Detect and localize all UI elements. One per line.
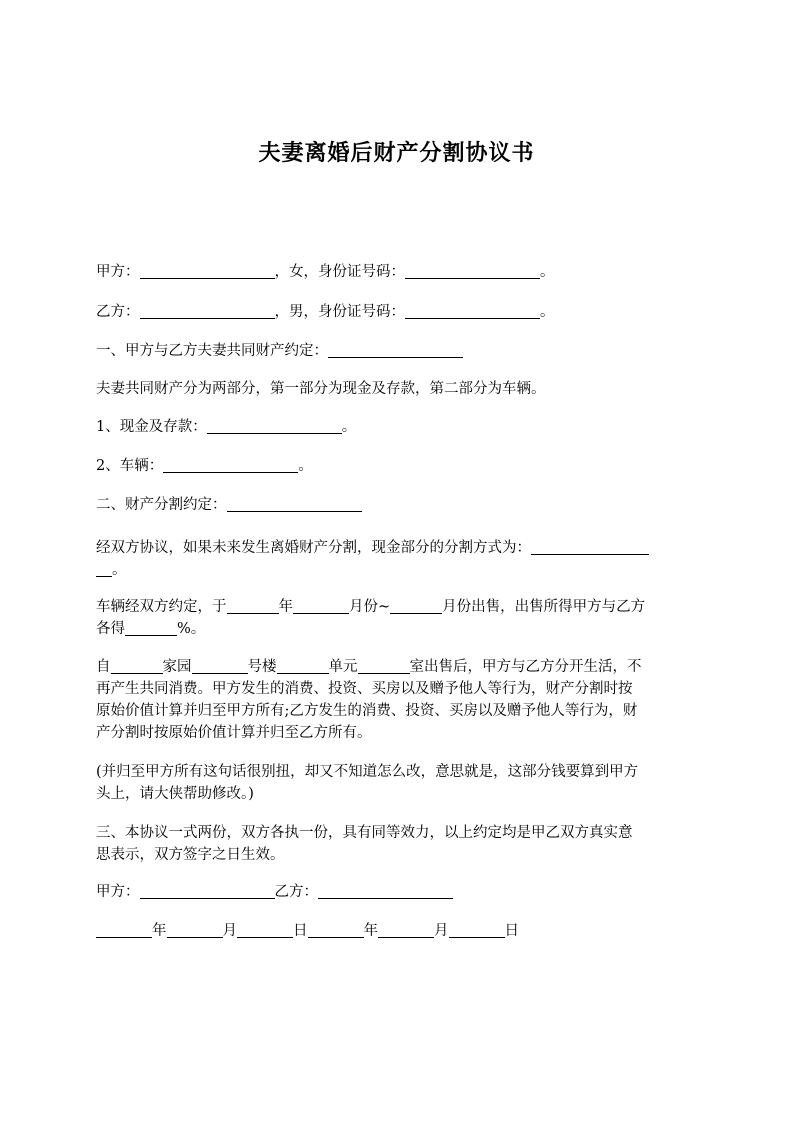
car-share-line bbox=[96, 618, 702, 640]
item-1-blank bbox=[207, 418, 342, 434]
cash-split-text: 经双方协议，如果未来发生离婚财产分割，现金部分的分割方式为： bbox=[96, 540, 531, 556]
date-b-year-blank bbox=[308, 922, 364, 938]
house-building-blank bbox=[192, 658, 248, 674]
car-share-percent: %。 bbox=[177, 621, 206, 637]
party-a-id-blank bbox=[405, 263, 540, 279]
house-unit-label: 单元 bbox=[328, 659, 358, 675]
date-b-day-blank bbox=[449, 922, 505, 938]
cash-split-blank bbox=[531, 539, 649, 555]
signature-a-label: 甲方： bbox=[96, 884, 140, 900]
date-b-month-label: 月 bbox=[434, 923, 449, 939]
house-line-2: 再产生共同消费。甲方发生的消费、投资、买房以及赠予他人等行为，财产分割时按 bbox=[96, 681, 633, 697]
cash-split-line bbox=[96, 537, 702, 559]
car-sale-line bbox=[96, 596, 702, 618]
party-b-end: 。 bbox=[540, 304, 555, 320]
section-3-line-1: 三、本协议一式两份，双方各执一份，具有同等效力，以上约定均是甲乙双方真实意 bbox=[96, 825, 633, 841]
section-1-intro: 夫妻共同财产分为两部分，第一部分为现金及存款，第二部分为车辆。 bbox=[96, 381, 546, 397]
car-year-label: 年 bbox=[278, 599, 293, 615]
house-from: 自 bbox=[96, 659, 111, 675]
item-2-end: 。 bbox=[298, 458, 313, 474]
house-line-3: 原始价值计算并归至甲方所有;乙方发生的消费、投资、买房以及赠予他人等行为，财 bbox=[96, 703, 638, 719]
item-1-end: 。 bbox=[341, 419, 357, 435]
party-b-label: 乙方： bbox=[96, 304, 140, 320]
cash-split-line-2 bbox=[96, 559, 702, 581]
date-line bbox=[96, 920, 702, 942]
party-b-gender: ，男，身份证号码： bbox=[274, 304, 405, 320]
date-b-month-blank bbox=[378, 922, 434, 938]
date-a-year-blank bbox=[96, 922, 152, 938]
party-a-line bbox=[96, 261, 702, 283]
car-month-from-blank bbox=[293, 598, 349, 614]
house-garden-blank bbox=[111, 658, 163, 674]
house-building-label: 号楼 bbox=[247, 659, 277, 675]
section-1-heading-line bbox=[96, 340, 702, 362]
party-b-name-blank bbox=[140, 303, 275, 319]
date-b-day-label: 日 bbox=[504, 923, 519, 939]
car-month-label: 月份~ bbox=[349, 599, 391, 615]
signature-line bbox=[96, 881, 702, 903]
signature-b-blank bbox=[318, 883, 453, 899]
section-2-blank bbox=[227, 496, 362, 512]
date-a-day-blank bbox=[237, 922, 293, 938]
house-garden-label: 家园 bbox=[162, 659, 192, 675]
car-month-to-blank bbox=[390, 598, 442, 614]
note-line-1: (并归至甲方所有这句话很别扭，却又不知道怎么改，意思就是，这部分钱要算到甲方 bbox=[96, 764, 639, 780]
note-line-2: 头上，请大侠帮助修改。) bbox=[96, 786, 254, 802]
car-sale-text: 车辆经双方约定，于 bbox=[96, 599, 227, 615]
date-a-month-label: 月 bbox=[222, 923, 237, 939]
house-unit-blank bbox=[277, 658, 329, 674]
signature-a-blank bbox=[140, 883, 275, 899]
item-2-line bbox=[96, 455, 702, 477]
date-b-year-label: 年 bbox=[363, 923, 378, 939]
house-room-blank bbox=[358, 658, 410, 674]
house-line-1 bbox=[96, 656, 702, 678]
document-title: 夫妻离婚后财产分割协议书 bbox=[258, 141, 535, 166]
car-sale-rest: 月份出售，出售所得甲方与乙方 bbox=[442, 599, 646, 615]
cash-split-end: 。 bbox=[112, 562, 127, 578]
date-a-day-label: 日 bbox=[293, 923, 308, 939]
car-share-label: 各得 bbox=[96, 621, 125, 637]
item-1-line bbox=[96, 416, 702, 438]
signature-b-label: 乙方： bbox=[274, 884, 318, 900]
party-b-id-blank bbox=[405, 303, 540, 319]
house-line-4: 产分割时按原始价值计算并归至乙方所有。 bbox=[96, 725, 372, 741]
party-a-label: 甲方： bbox=[96, 264, 140, 280]
section-2-heading: 二、财产分割约定： bbox=[96, 497, 227, 513]
party-a-gender: ，女，身份证号码： bbox=[274, 264, 405, 280]
section-1-heading: 一、甲方与乙方夫妻共同财产约定： bbox=[96, 343, 328, 359]
party-a-end: 。 bbox=[540, 264, 555, 280]
party-a-name-blank bbox=[140, 263, 275, 279]
section-2-heading-line bbox=[96, 494, 702, 516]
car-year-blank bbox=[227, 598, 279, 614]
party-b-line bbox=[96, 301, 702, 323]
house-rest: 室出售后，甲方与乙方分开生活，不 bbox=[409, 659, 642, 675]
cash-split-blank-cont bbox=[96, 561, 112, 577]
item-2-blank bbox=[163, 457, 298, 473]
item-1-label: 1、现金及存款： bbox=[96, 419, 207, 435]
car-share-blank bbox=[125, 620, 177, 636]
date-a-year-label: 年 bbox=[152, 923, 167, 939]
section-3-line-2: 思表示，双方签字之日生效。 bbox=[96, 847, 285, 863]
section-1-blank bbox=[328, 342, 463, 358]
item-2-label: 2、车辆： bbox=[96, 458, 164, 474]
date-a-month-blank bbox=[167, 922, 223, 938]
